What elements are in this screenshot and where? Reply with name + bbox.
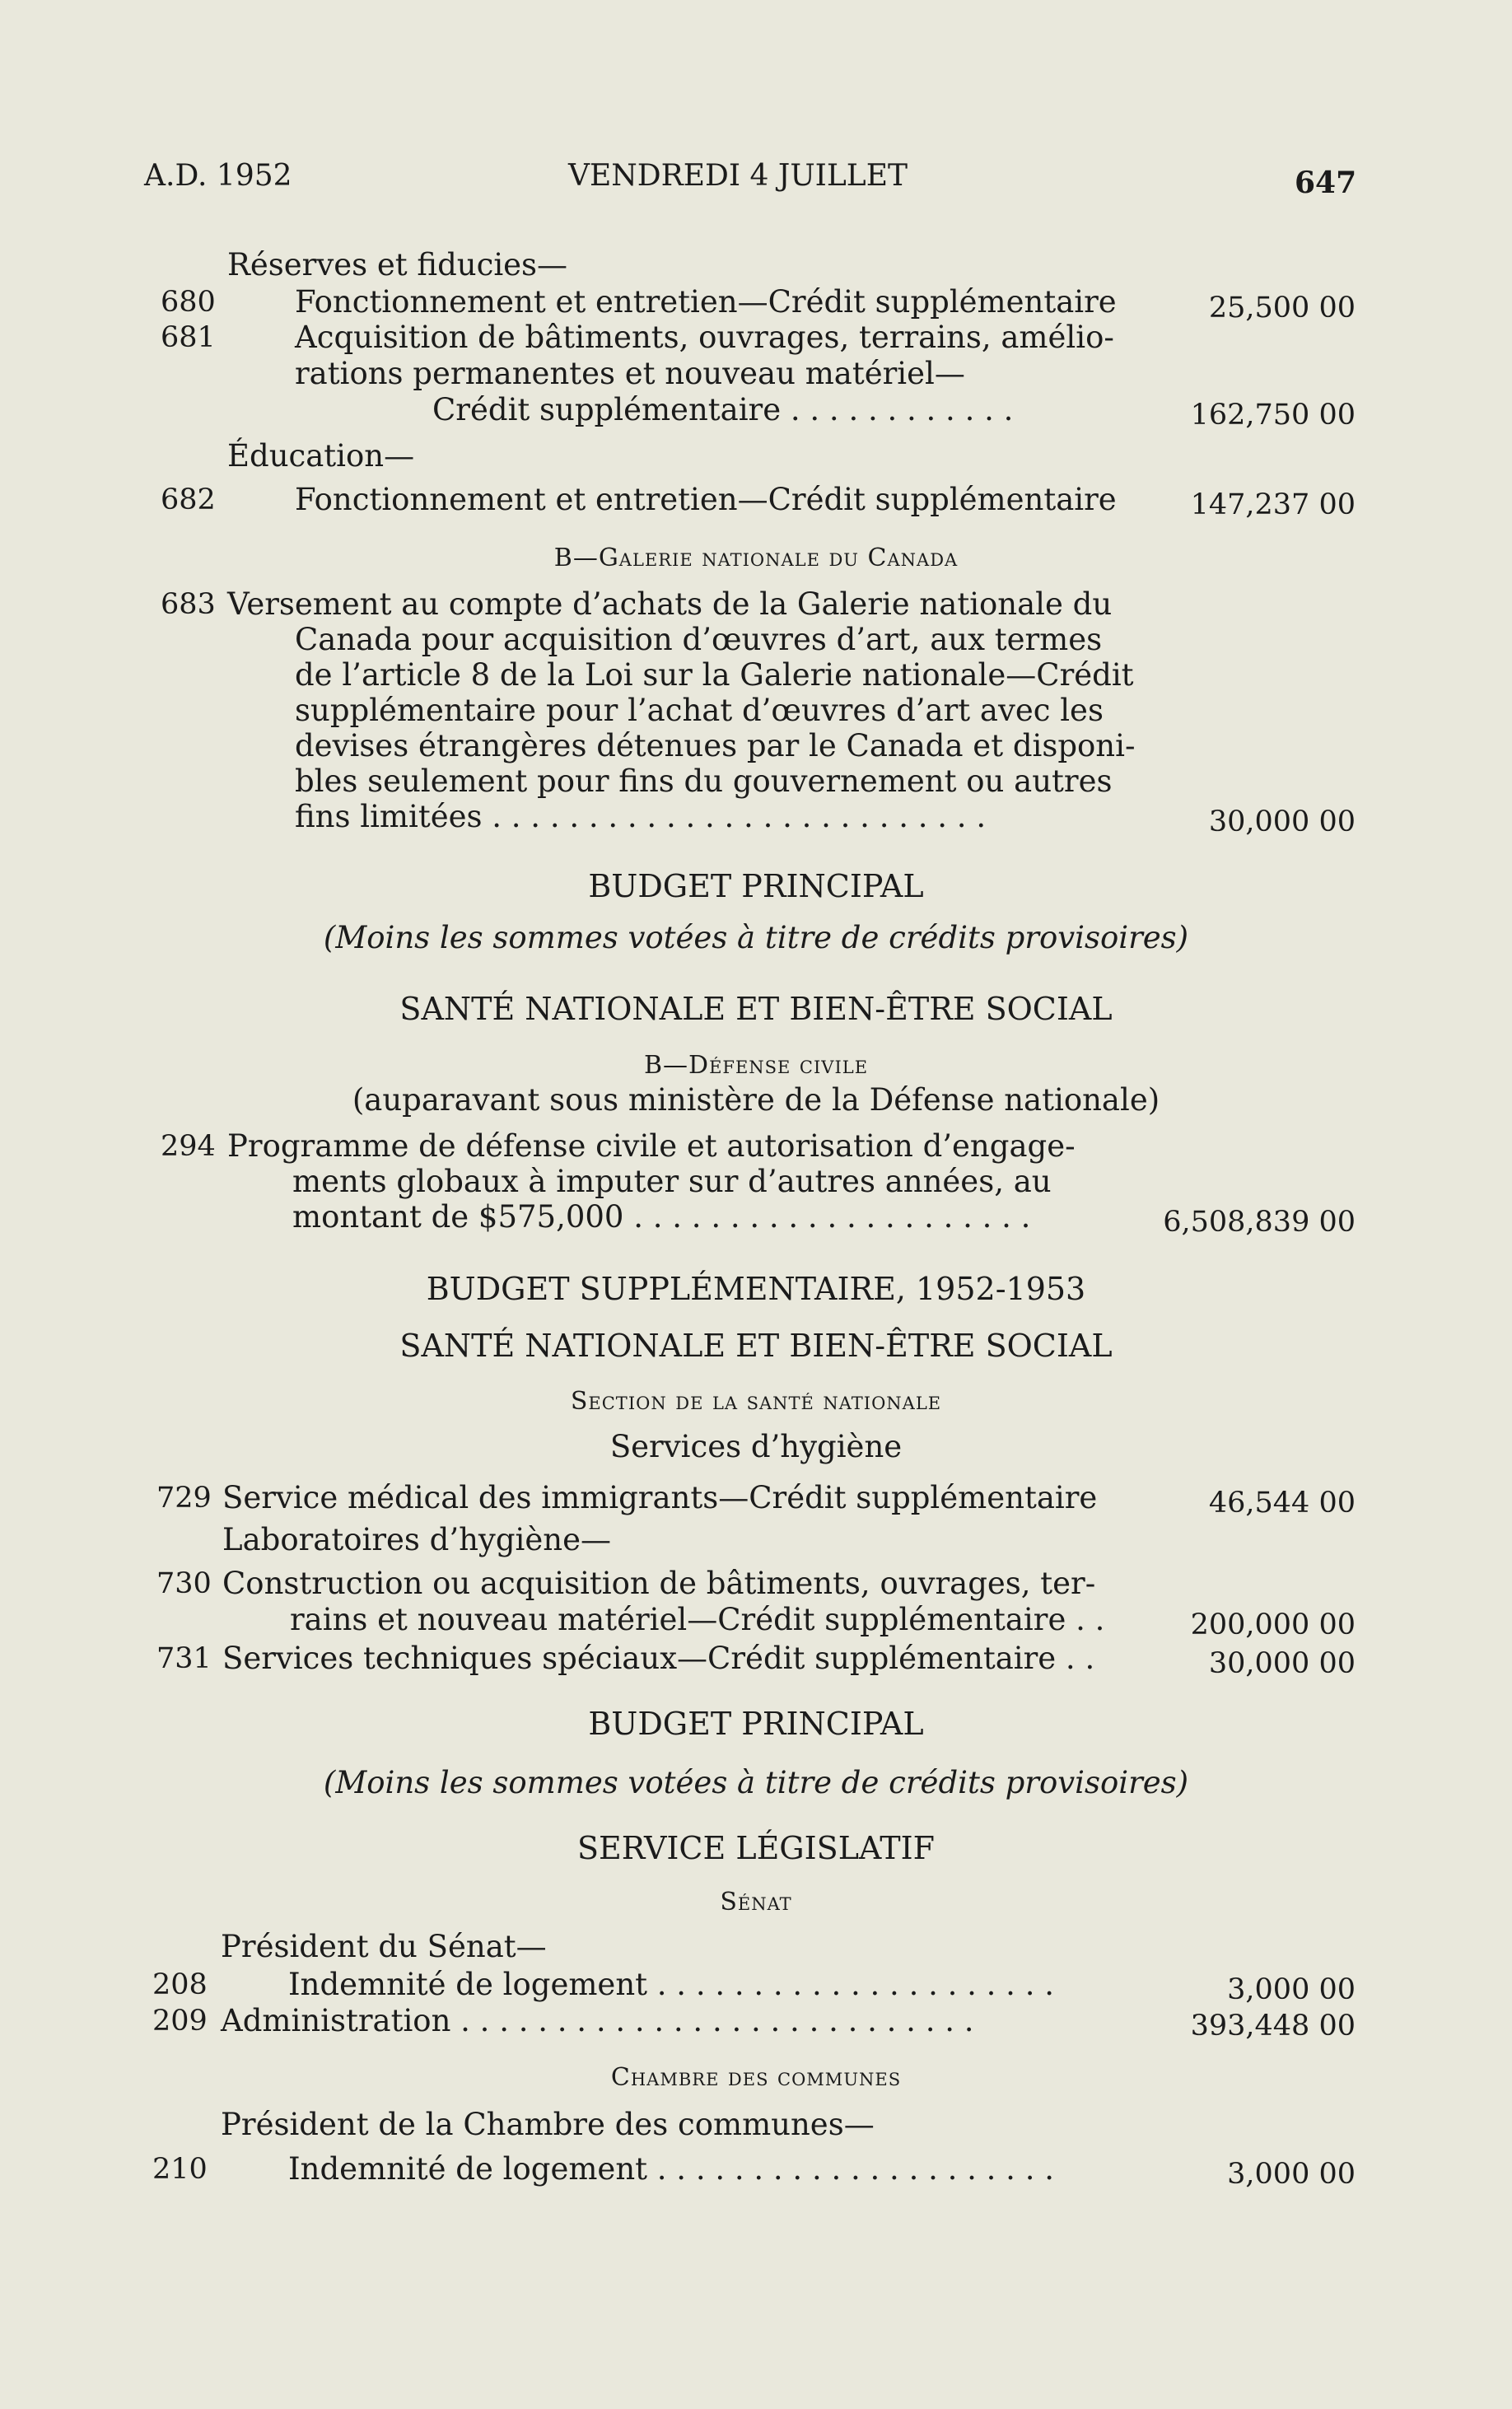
note-text: (auparavant sous ministère de la Défense nationale) <box>352 1082 1160 1118</box>
page-number: 647 <box>1295 166 1357 200</box>
department-title: SERVICE LÉGISLATIF <box>576 1830 936 1866</box>
item-number: 680 <box>161 286 216 319</box>
item-amount: 162,750 00 <box>1190 399 1356 432</box>
item-text-line: bles seulement pour fins du gouvernement ou autres <box>295 763 1113 799</box>
item-text-line: Programme de défense civile et autorisation d’engage- <box>227 1128 1076 1164</box>
department-title: SANTÉ NATIONALE ET BIEN-ÊTRE SOCIAL <box>399 1328 1113 1364</box>
section-heading: Section de la santé nationale <box>570 1387 942 1416</box>
item-number: 210 <box>152 2153 208 2186</box>
sub-heading: Laboratoires d’hygiène— <box>222 1522 611 1557</box>
heading-education: Éducation— <box>227 438 415 474</box>
item-amount: 393,448 00 <box>1190 2010 1356 2043</box>
budget-subtitle: (Moins les sommes votées à titre de crédits provisoires) <box>323 920 1189 955</box>
item-text-line: Acquisition de bâtiments, ouvrages, terrains, amélio- <box>295 320 1114 355</box>
item-text: Indemnité de logement . . . . . . . . . . . . . . . . . . . . . <box>288 1967 1054 2002</box>
section-heading-galerie: B—Galerie nationale du Canada <box>553 544 959 572</box>
item-amount: 6,508,839 00 <box>1163 1206 1356 1239</box>
item-text-line: Construction ou acquisition de bâtiments, ouvrages, ter- <box>222 1566 1096 1601</box>
header-year: A.D. 1952 <box>144 159 292 193</box>
item-text: Fonctionnement et entretien—Crédit supplémentaire <box>295 284 1117 320</box>
item-text: Administration . . . . . . . . . . . . . . . . . . . . . . . . . . . <box>221 2003 974 2038</box>
sub-heading: Président de la Chambre des communes— <box>221 2107 875 2142</box>
header-date: VENDREDI 4 JUILLET <box>568 159 908 193</box>
section-heading-chambre: Chambre des communes <box>610 2063 902 2092</box>
item-text-line: Versement au compte d’achats de la Galerie nationale du <box>227 586 1113 622</box>
item-text: Services techniques spéciaux—Crédit supplémentaire . . <box>222 1641 1095 1676</box>
item-number: 730 <box>156 1567 212 1600</box>
sub-heading: Services d’hygiène <box>609 1429 903 1464</box>
item-text: Service médical des immigrants—Crédit supplémentaire <box>222 1480 1098 1515</box>
item-number: 682 <box>161 483 216 516</box>
budget-title: BUDGET PRINCIPAL <box>588 868 924 904</box>
sub-heading: Président du Sénat— <box>221 1929 547 1964</box>
department-title: SANTÉ NATIONALE ET BIEN-ÊTRE SOCIAL <box>399 991 1113 1027</box>
budget-subtitle: (Moins les sommes votées à titre de crédits provisoires) <box>323 1765 1189 1800</box>
item-number: 731 <box>156 1642 212 1675</box>
item-amount: 200,000 00 <box>1190 1608 1356 1641</box>
item-number: 681 <box>161 321 216 354</box>
budget-title: BUDGET PRINCIPAL <box>588 1706 924 1742</box>
item-text-line: ments globaux à imputer sur d’autres années, au <box>292 1164 1052 1199</box>
section-heading-senat: Sénat <box>720 1888 792 1916</box>
item-amount: 46,544 00 <box>1208 1487 1356 1520</box>
item-text-line: fins limitées . . . . . . . . . . . . . . . . . . . . . . . . . . <box>295 799 987 834</box>
item-amount: 3,000 00 <box>1227 2158 1356 2191</box>
item-text: Indemnité de logement . . . . . . . . . . . . . . . . . . . . . <box>288 2151 1054 2187</box>
item-text-line: devises étrangères détenues par le Canada et disponi- <box>295 728 1136 763</box>
item-number: 683 <box>161 588 216 621</box>
item-amount: 3,000 00 <box>1227 1973 1356 2006</box>
item-number: 209 <box>152 2005 208 2038</box>
item-amount: 30,000 00 <box>1208 805 1356 838</box>
item-text-line: de l’article 8 de la Loi sur la Galerie nationale—Crédit <box>295 657 1134 693</box>
budget-title: BUDGET SUPPLÉMENTAIRE, 1952-1953 <box>426 1271 1086 1307</box>
item-amount: 147,237 00 <box>1190 488 1356 521</box>
sub-heading: B—Défense civile <box>643 1051 869 1080</box>
item-text-line: montant de $575,000 . . . . . . . . . . . . . . . . . . . . . <box>292 1199 1031 1235</box>
item-text-line: Canada pour acquisition d’œuvres d’art, aux termes <box>295 622 1103 657</box>
item-text-line: Crédit supplémentaire . . . . . . . . . . . . <box>432 392 1014 427</box>
item-number: 208 <box>152 1968 208 2001</box>
item-text-line: supplémentaire pour l’achat d’œuvres d’art avec les <box>295 693 1104 728</box>
item-text-line: rations permanentes et nouveau matériel— <box>295 356 965 391</box>
item-amount: 30,000 00 <box>1208 1647 1356 1680</box>
item-amount: 25,500 00 <box>1208 292 1356 324</box>
item-number: 729 <box>156 1482 212 1515</box>
item-number: 294 <box>161 1130 216 1163</box>
item-text: Fonctionnement et entretien—Crédit supplémentaire <box>295 482 1117 517</box>
heading-reserves: Réserves et fiducies— <box>227 247 568 282</box>
item-text-line: rains et nouveau matériel—Crédit supplémentaire . . <box>290 1602 1105 1637</box>
